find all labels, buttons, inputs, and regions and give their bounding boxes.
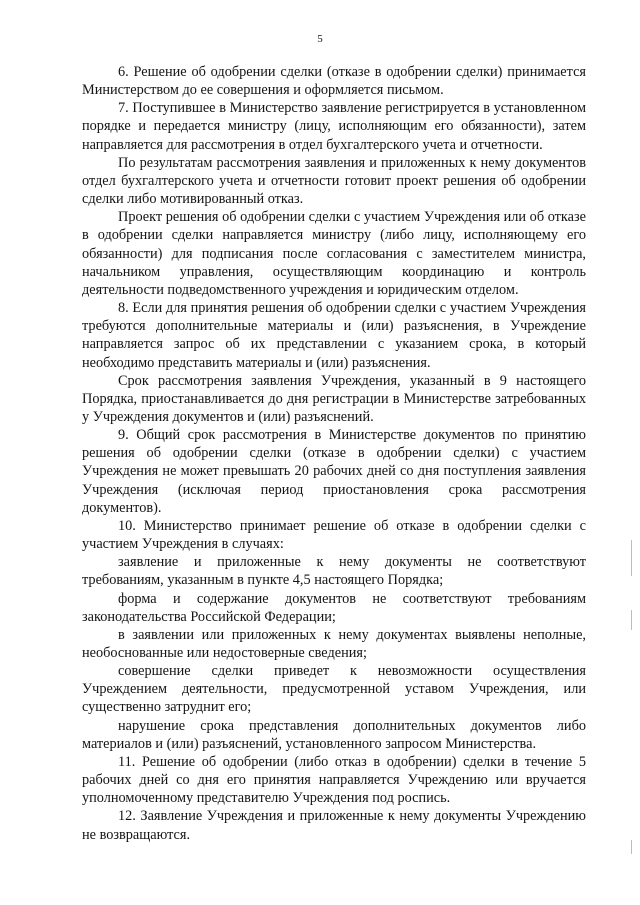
paragraph-7-draft-decision: Проект решения об одобрении сделки с участием Учреждения или об отказе в одобрении сделки направляется министру (либо лицу, исполняющему его обязанности) для подписания после согласования с заместителем министра, начальником управления, осуществляющим координацию и контроль деятельности подведомственного учреждения и юридическим отделом. [82,209,586,298]
paragraph-7-review-results: По результатам рассмотрения заявления и приложенных к нему документов отдел бухгалтерского учета и отчетности готовит проект решения об одобрении сделки либо мотивированный отказ. [82,154,586,208]
refusal-ground-5: нарушение срока представления дополнительных документов либо материалов и (или) разъяснений, установленного запросом Министерства. [82,717,586,752]
paragraph-6: 6. Решение об одобрении сделки (отказе в одобрении сделки) принимается Министерством до ее совершения и оформляется письмом. [82,64,586,99]
page-number: 5 [317,33,323,45]
scan-margin-mark [631,540,632,576]
refusal-ground-2: форма и содержание документов не соответствуют требованиям законодательства Российской Федерации; [82,590,586,625]
paragraph-10: 10. Министерство принимает решение об отказе в одобрении сделки с участием Учреждения в случаях: [82,517,586,553]
paragraph-12: 12. Заявление Учреждения и приложенные к нему документы Учреждению не возвращаются. [82,808,586,843]
refusal-ground-1: заявление и приложенные к нему документы не соответствуют требованиям, указанным в пункте 4,5 настоящего Порядка; [82,554,586,589]
refusal-ground-4: совершение сделки приведет к невозможности осуществления Учреждением деятельности, предусмотренной уставом Учреждения, или существенно затруднит его; [82,663,586,716]
scan-margin-mark [631,610,632,630]
document-body [82,63,586,844]
scan-margin-mark [631,840,632,854]
paragraph-7: 7. Поступившее в Министерство заявление регистрируется в установленном порядке и передается министру (лицу, исполняющим его обязанности), затем направляется для рассмотрения в отдел бухгалтерского учета и отчетности. [82,100,586,153]
paragraph-8: 8. Если для принятия решения об одобрении сделки с участием Учреждения требуются дополнительные материалы и (или) разъяснения, в Учреждение направляется запрос об их представлении с указанием срока, в который необходимо представить материалы и (или) разъяснения. [82,300,586,371]
paragraph-8-review-period: Срок рассмотрения заявления Учреждения, указанный в 9 настоящего Порядка, приостанавливается до дня регистрации в Министерстве затребованных у Учреждения документов и (или) разъяснений. [82,372,586,425]
paragraph-9: 9. Общий срок рассмотрения в Министерстве документов по принятию решения об одобрении сделки (отказе в одобрении сделки) с участием Учреждения не может превышать 20 рабочих дней со дня поступления заявления Учреждения (исключая период приостановления срока рассмотрения документов). [82,427,586,516]
paragraph-11: 11. Решение об одобрении (либо отказ в одобрении) сделки в течение 5 рабочих дней со дня его принятия направляется Учреждению или вручается уполномоченному представителю Учреждения под роспись. [82,753,586,807]
refusal-ground-3: в заявлении или приложенных к нему документах выявлены неполные, необоснованные или недостоверные сведения; [82,626,586,661]
